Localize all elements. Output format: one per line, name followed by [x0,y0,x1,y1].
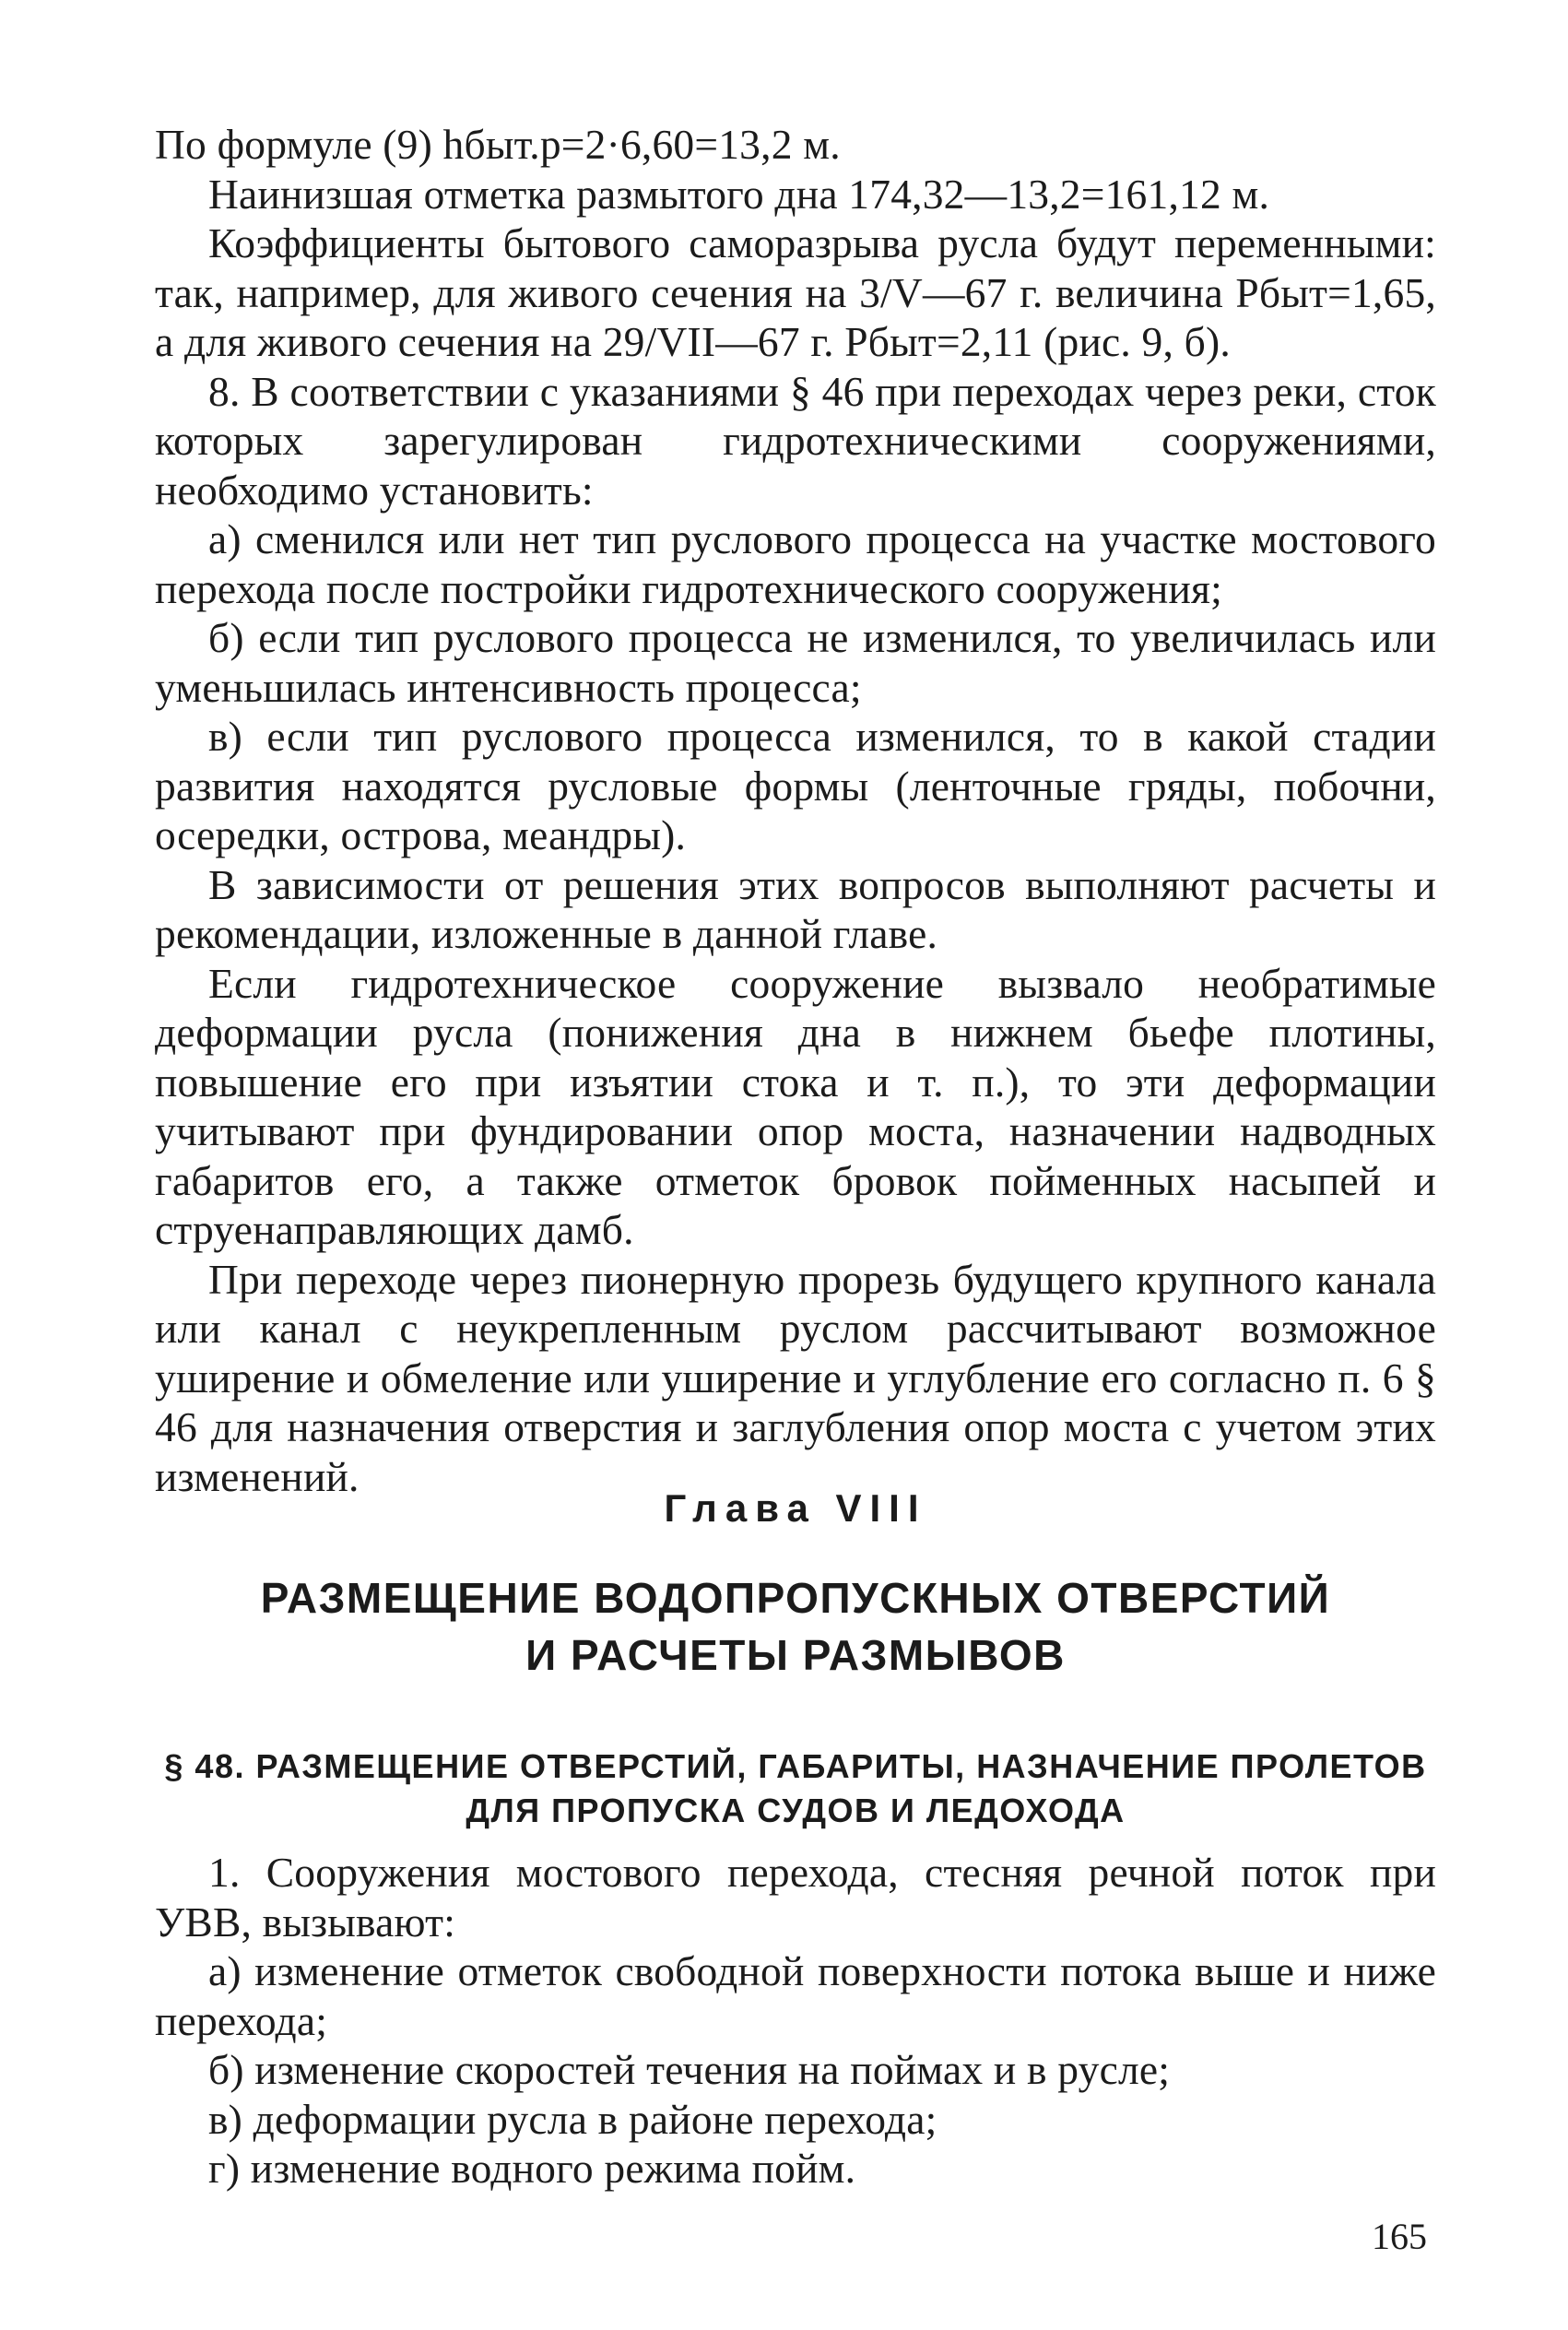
pioneer-paragraph: При переходе через пионерную прорезь будущего крупного канала или канал с неукрепленным руслом рассчитывают возможное уширение и обмеление или уширение и углубление его согласно п. 6 § 46 для назначения отверстия и заглубления опор моста с учетом этих изменений. [155,1255,1436,1500]
section-title-line-2: ДЛЯ ПРОПУСКА СУДОВ И ЛЕДОХОДА [466,1792,1126,1829]
item-8-b: б) если тип руслового процесса не изменился, то увеличилась или уменьшилась интенсивность процесса; [155,614,1436,711]
item-8-a: а) сменился или нет тип руслового процесса на участке мостового перехода после постройки гидротехнического сооружения; [155,515,1436,612]
item-8-intro: 8. В соответствии с указаниями § 46 при переходах через реки, сток которых зарегулирован гидротехническими сооружениями, необходимо установить: [155,367,1436,514]
section-item-a: а) изменение отметок свободной поверхности потока выше и ниже перехода; [155,1947,1436,2044]
chapter-title [155,1569,1436,1684]
irreversible-paragraph: Если гидротехническое сооружение вызвало необратимые деформации русла (понижения дна в нижнем бьефе плотины, повышение его при изъятии стока и т. п.), то эти деформации учитывают при фундировании опор моста, назначении надводных габаритов его, а также отметок бровок пойменных насыпей и струенаправляющих дамб. [155,959,1436,1253]
section-title [155,1745,1436,1833]
formula-line: По формуле (9) hбыт.р=2·6,60=13,2 м. [155,121,841,168]
chapter-label: Глава VIII [664,1486,927,1530]
section-item-b: б) изменение скоростей течения на поймах и в русле; [208,2046,1171,2093]
section-title-line-1: § 48. РАЗМЕЩЕНИЕ ОТВЕРСТИЙ, ГАБАРИТЫ, НАЗНАЧЕНИЕ ПРОЛЕТОВ [164,1747,1427,1785]
section-item-c: в) деформации русла в районе перехода; [208,2095,937,2143]
section-body [155,1848,1436,2194]
dependence-paragraph: В зависимости от решения этих вопросов выполняют расчеты и рекомендации, изложенные в данной главе. [155,860,1436,957]
coefficients-paragraph: Коэффициенты бытового саморазрыва русла будут переменными: так, например, для живого сечения на 3/V—67 г. величина Pбыт=1,65, а для живого сечения на 29/VII—67 г. Pбыт=2,11 (рис. 9, б). [155,219,1436,365]
section-item-d: г) изменение водного режима пойм. [208,2145,856,2192]
chapter-title-line-2: И РАСЧЕТЫ РАЗМЫВОВ [525,1631,1066,1679]
page-number: 165 [1372,2216,1427,2257]
item-8-c: в) если тип руслового процесса изменился, то в какой стадии развития находятся русловые формы (ленточные гряды, побочни, осередки, острова, меандры). [155,713,1436,858]
lowest-mark-paragraph: Наинизшая отметка размытого дна 174,32—13,2=161,12 м. [208,170,1270,218]
chapter-title-line-1: РАЗМЕЩЕНИЕ ВОДОПРОПУСКНЫХ ОТВЕРСТИЙ [260,1574,1331,1622]
section-paragraph-1: 1. Сооружения мостового перехода, стесняя речной поток при УВВ, вызывают: [155,1849,1436,1946]
page-content [155,120,1436,2192]
